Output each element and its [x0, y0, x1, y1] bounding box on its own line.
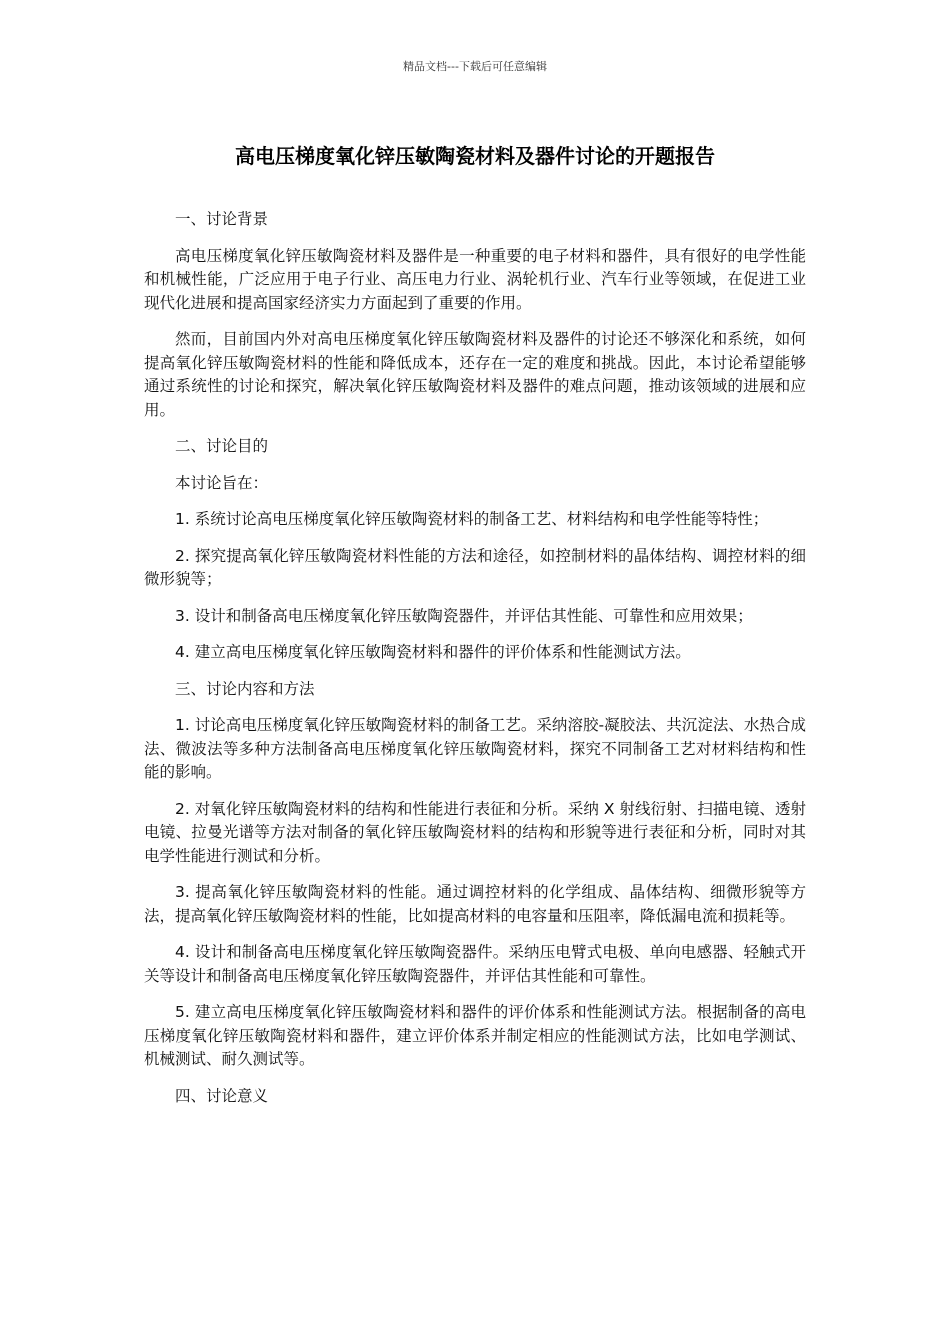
section-heading-background: 一、讨论背景 — [175, 210, 269, 228]
method-item: 5. 建立高电压梯度氧化锌压敏陶瓷材料和器件的评价体系和性能测试方法。根据制备的高电压梯度氧化锌压敏陶瓷材料和器件，建立评价体系并制定相应的性能测试方法，比如电学测试、机械测试、耐久测试等。 — [144, 1003, 806, 1068]
method-item: 2. 对氧化锌压敏陶瓷材料的结构和性能进行表征和分析。采纳 X 射线衍射、扫描电镜、透射电镜、拉曼光谱等方法对制备的氧化锌压敏陶瓷材料的结构和形貌等进行表征和分析，同时对其电学性能进行测试和分析。 — [144, 799, 806, 865]
goals-intro: 本讨论旨在： — [175, 473, 269, 492]
goal-item: 4. 建立高电压梯度氧化锌压敏陶瓷材料和器件的评价体系和性能测试方法。 — [175, 643, 691, 661]
background-paragraph-1: 高电压梯度氧化锌压敏陶瓷材料及器件是一种重要的电子材料和器件，具有很好的电学性能和机械性能，广泛应用于电子行业、高压电力行业、涡轮机行业、汽车行业等领域，在促进工业现代化进展和提高国家经济实力方面起到了重要的作用。 — [144, 246, 806, 312]
section-heading-methods: 三、讨论内容和方法 — [175, 679, 315, 698]
method-item: 4. 设计和制备高电压梯度氧化锌压敏陶瓷器件。采纳压电臂式电极、单向电感器、轻触式开关等设计和制备高电压梯度氧化锌压敏陶瓷器件，并评估其性能和可靠性。 — [144, 943, 806, 985]
goal-item: 2. 探究提高氧化锌压敏陶瓷材料性能的方法和途径，如控制材料的晶体结构、调控材料的细微形貌等； — [144, 546, 806, 588]
method-item: 1. 讨论高电压梯度氧化锌压敏陶瓷材料的制备工艺。采纳溶胶-凝胶法、共沉淀法、水热合成法、微波法等多种方法制备高电压梯度氧化锌压敏陶瓷材料，探究不同制备工艺对材料结构和性能的影响。 — [144, 716, 806, 781]
goal-item: 3. 设计和制备高电压梯度氧化锌压敏陶瓷器件，并评估其性能、可靠性和应用效果； — [175, 606, 753, 625]
goal-item: 1. 系统讨论高电压梯度氧化锌压敏陶瓷材料的制备工艺、材料结构和电学性能等特性； — [175, 510, 769, 528]
section-heading-significance: 四、讨论意义 — [175, 1086, 269, 1105]
document-title: 高电压梯度氧化锌压敏陶瓷材料及器件讨论的开题报告 — [235, 144, 715, 168]
section-heading-goals: 二、讨论目的 — [175, 437, 269, 455]
background-paragraph-2: 然而，目前国内外对高电压梯度氧化锌压敏陶瓷材料及器件的讨论还不够深化和系统，如何提高氧化锌压敏陶瓷材料的性能和降低成本，还存在一定的难度和挑战。因此，本讨论希望能够通过系统性的讨论和探究，解决氧化锌压敏陶瓷材料及器件的难点问题，推动该领域的进展和应用。 — [144, 330, 806, 419]
method-item: 3. 提高氧化锌压敏陶瓷材料的性能。通过调控材料的化学组成、晶体结构、细微形貌等方法，提高氧化锌压敏陶瓷材料的性能，比如提高材料的电容量和压阻率，降低漏电流和损耗等。 — [144, 883, 806, 925]
header-note: 精品文档---下载后可任意编辑 — [403, 60, 547, 73]
document-body — [144, 208, 806, 1121]
